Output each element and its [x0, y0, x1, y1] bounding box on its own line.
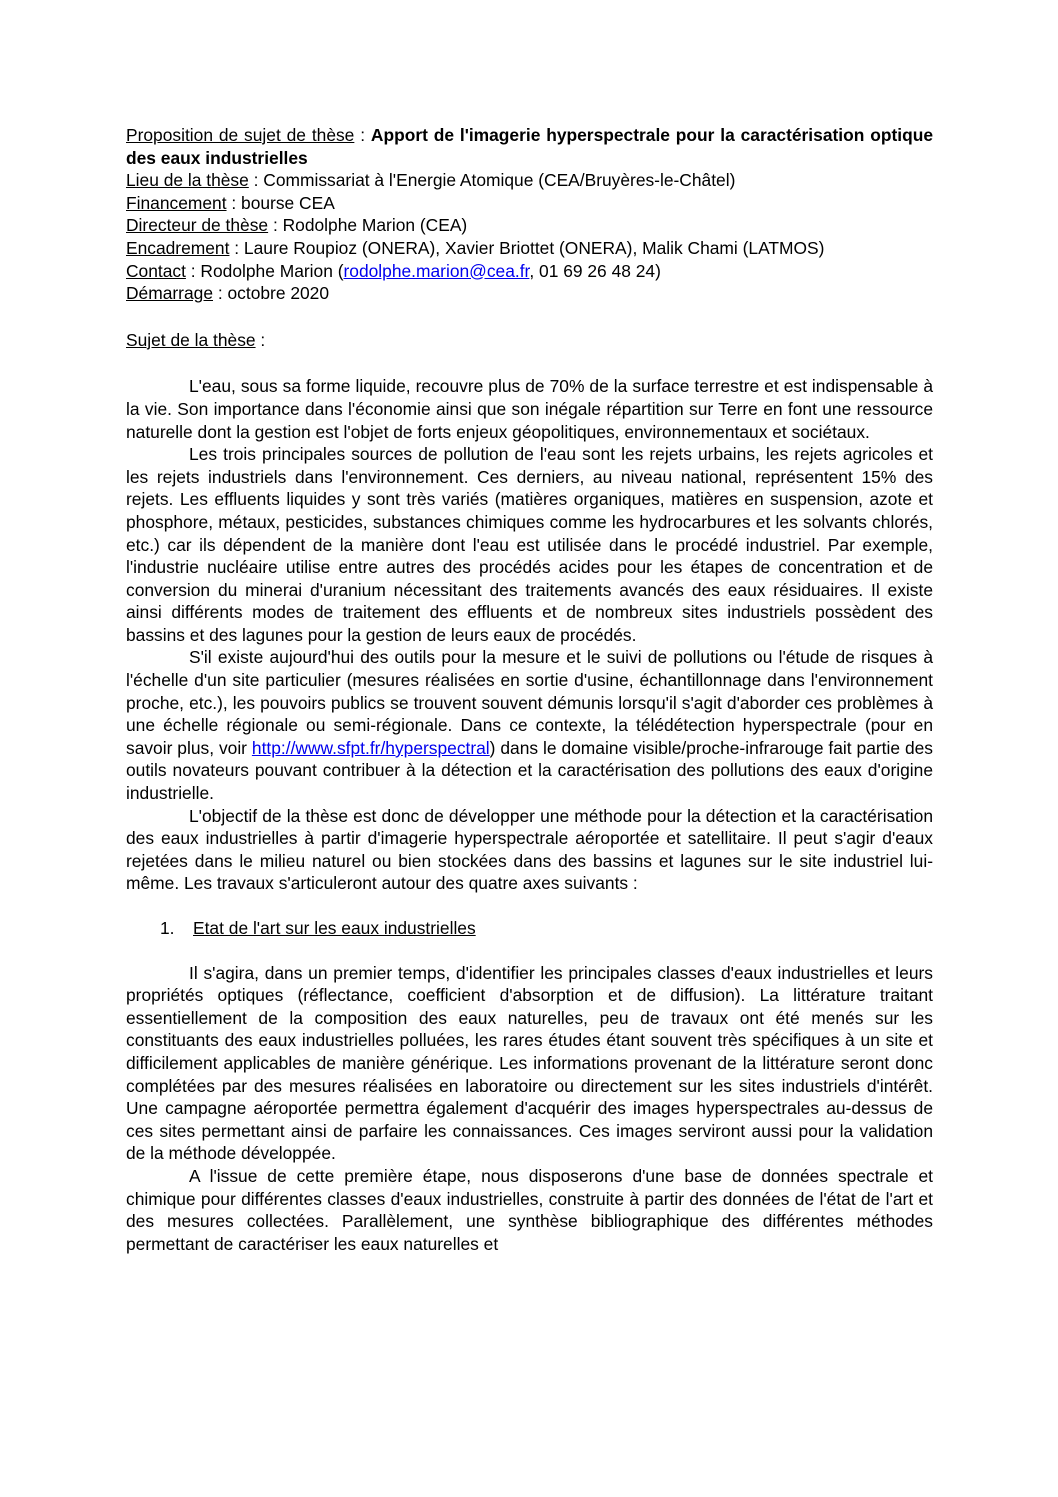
proposition-line: Proposition de sujet de thèse : Apport de l'imagerie hyperspectrale pour la caractérisation optique des eaux industrielles [126, 125, 933, 168]
section-title: Etat de l'art sur les eaux industrielles [193, 918, 476, 938]
section-number: 1. [160, 918, 175, 938]
lieu-value: : Commissariat à l'Energie Atomique (CEA/Bruyères-le-Châtel) [248, 170, 736, 191]
paragraph-3: S'il existe aujourd'hui des outils pour la mesure et le suivi de pollutions ou l'étude de risques à l'échelle d'un site particulier (mesures réalisées en sortie d'usine, échantillonnage dans l'environnement proche, etc.), les pouvoirs publics se trouvent souvent démunis lorsqu'il s'agit d'aborder ces problèmes à une échelle régionale ou semi-régionale. Dans ce contexte, la télédétection hyperspectrale (pour en savoir plus, voir http://www.sfpt.fr/hyperspectral) dans le domaine visible/proche-infrarouge fait partie des outils novateurs pouvant contribuer à la détection et la caractérisation des pollutions des eaux d'origine industrielle. [126, 647, 934, 804]
encadrement-line [126, 237, 933, 260]
hyperspectral-link[interactable]: http://www.sfpt.fr/hyperspectral [251, 737, 490, 758]
financement-label: Financement [126, 192, 227, 213]
thesis-title: Apport de l'imagerie hyperspectrale pour la caractérisation optique des eaux industrielles [126, 125, 933, 168]
paragraph-4: L'objectif de la thèse est donc de développer une méthode pour la détection et la caractérisation des eaux industrielles à partir d'imagerie hyperspectrale aéroportée et satellitaire. Il peut s'agir d'eaux rejetées dans le milieu naturel ou bien stockées dans des bassins et lagunes sur le site industriel lui-même. Les travaux s'articuleront autour des quatre axes suivants : [126, 805, 933, 894]
financement-line [126, 192, 933, 215]
paragraph-6: A l'issue de cette première étape, nous disposerons d'une base de données spectrale et chimique pour différentes classes d'eaux industrielles, construite à partir des données de l'état de l'art et des mesures collectées. Parallèlement, une synthèse bibliographique des différentes méthodes permettant de caractériser les eaux naturelles et [126, 1165, 933, 1254]
demarrage-label: Démarrage [126, 283, 213, 304]
directeur-line [126, 214, 933, 237]
proposition-label: Proposition de sujet de thèse [126, 125, 355, 145]
section-1-heading [126, 917, 933, 940]
directeur-value: : Rodolphe Marion (CEA) [268, 215, 468, 236]
paragraph-2: Les trois principales sources de pollution de l'eau sont les rejets urbains, les rejets agricoles et les rejets industriels dans l'environnement. Ces derniers, au niveau national, représentent 15% des rejets. Les effluents liquides y sont très variés (matières organiques, matières en suspension, azote et phosphore, métaux, pesticides, substances chimiques comme les hydrocarbures et les solvants chlorés, etc.) car ils dépendent de la manière dont l'eau est utilisée dans le procédé industriel. Par exemple, l'industrie nucléaire utilise entre autres des procédés acides pour les étapes de concentration et de conversion du minerai d'uranium nécessitant des traitements avancés des eaux résiduaires. Il existe ainsi différents modes de traitement des effluents et de nombreux sites industriels possèdent des bassins et des lagunes pour la gestion de leurs eaux de procédés. [126, 444, 933, 645]
lieu-line [126, 169, 933, 192]
directeur-label: Directeur de thèse [126, 215, 269, 236]
financement-value: : bourse CEA [226, 192, 335, 213]
demarrage-line [126, 282, 933, 305]
lieu-label: Lieu de la thèse [126, 170, 249, 191]
sujet-label: Sujet de la thèse [126, 329, 256, 350]
contact-label: Contact [126, 260, 186, 281]
paragraph-5: Il s'agira, dans un premier temps, d'identifier les principales classes d'eaux industrielles et leurs propriétés optiques (réflectance, coefficient d'absorption et de diffusion). La littérature traitant essentiellement de la composition des eaux naturelles, peu de travaux ont été menés sur les constituants des eaux industrielles polluées, les rares études étant souvent très spécifiques à un site et difficilement applicables de manière générique. Les informations provenant de la littérature seront donc complétées par des mesures réalisées en laboratoire ou directement sur les sites industriels d'intérêt. Une campagne aéroportée permettra également d'acquérir des images hyperspectrales au-dessus de ces sites permettant ainsi de parfaire les connaissances. Ces images serviront aussi pour la validation de la méthode développée. [126, 962, 933, 1164]
demarrage-value: : octobre 2020 [213, 283, 330, 304]
encadrement-value: : Laure Roupioz (ONERA), Xavier Briottet (ONERA), Malik Chami (LATMOS) [229, 237, 825, 258]
contact-line: Contact : Rodolphe Marion (rodolphe.marion@cea.fr, 01 69 26 48 24) [126, 260, 661, 281]
sujet-heading: Sujet de la thèse : [126, 329, 266, 350]
encadrement-label: Encadrement [126, 237, 230, 258]
contact-email-link[interactable]: rodolphe.marion@cea.fr [343, 260, 530, 281]
document-page [126, 124, 933, 1255]
paragraph-1: L'eau, sous sa forme liquide, recouvre plus de 70% de la surface terrestre et est indispensable à la vie. Son importance dans l'économie ainsi que son inégale répartition sur Terre en font une ressource naturelle dont la gestion est l'objet de forts enjeux géopolitiques, environnementaux et sociétaux. [126, 376, 933, 442]
